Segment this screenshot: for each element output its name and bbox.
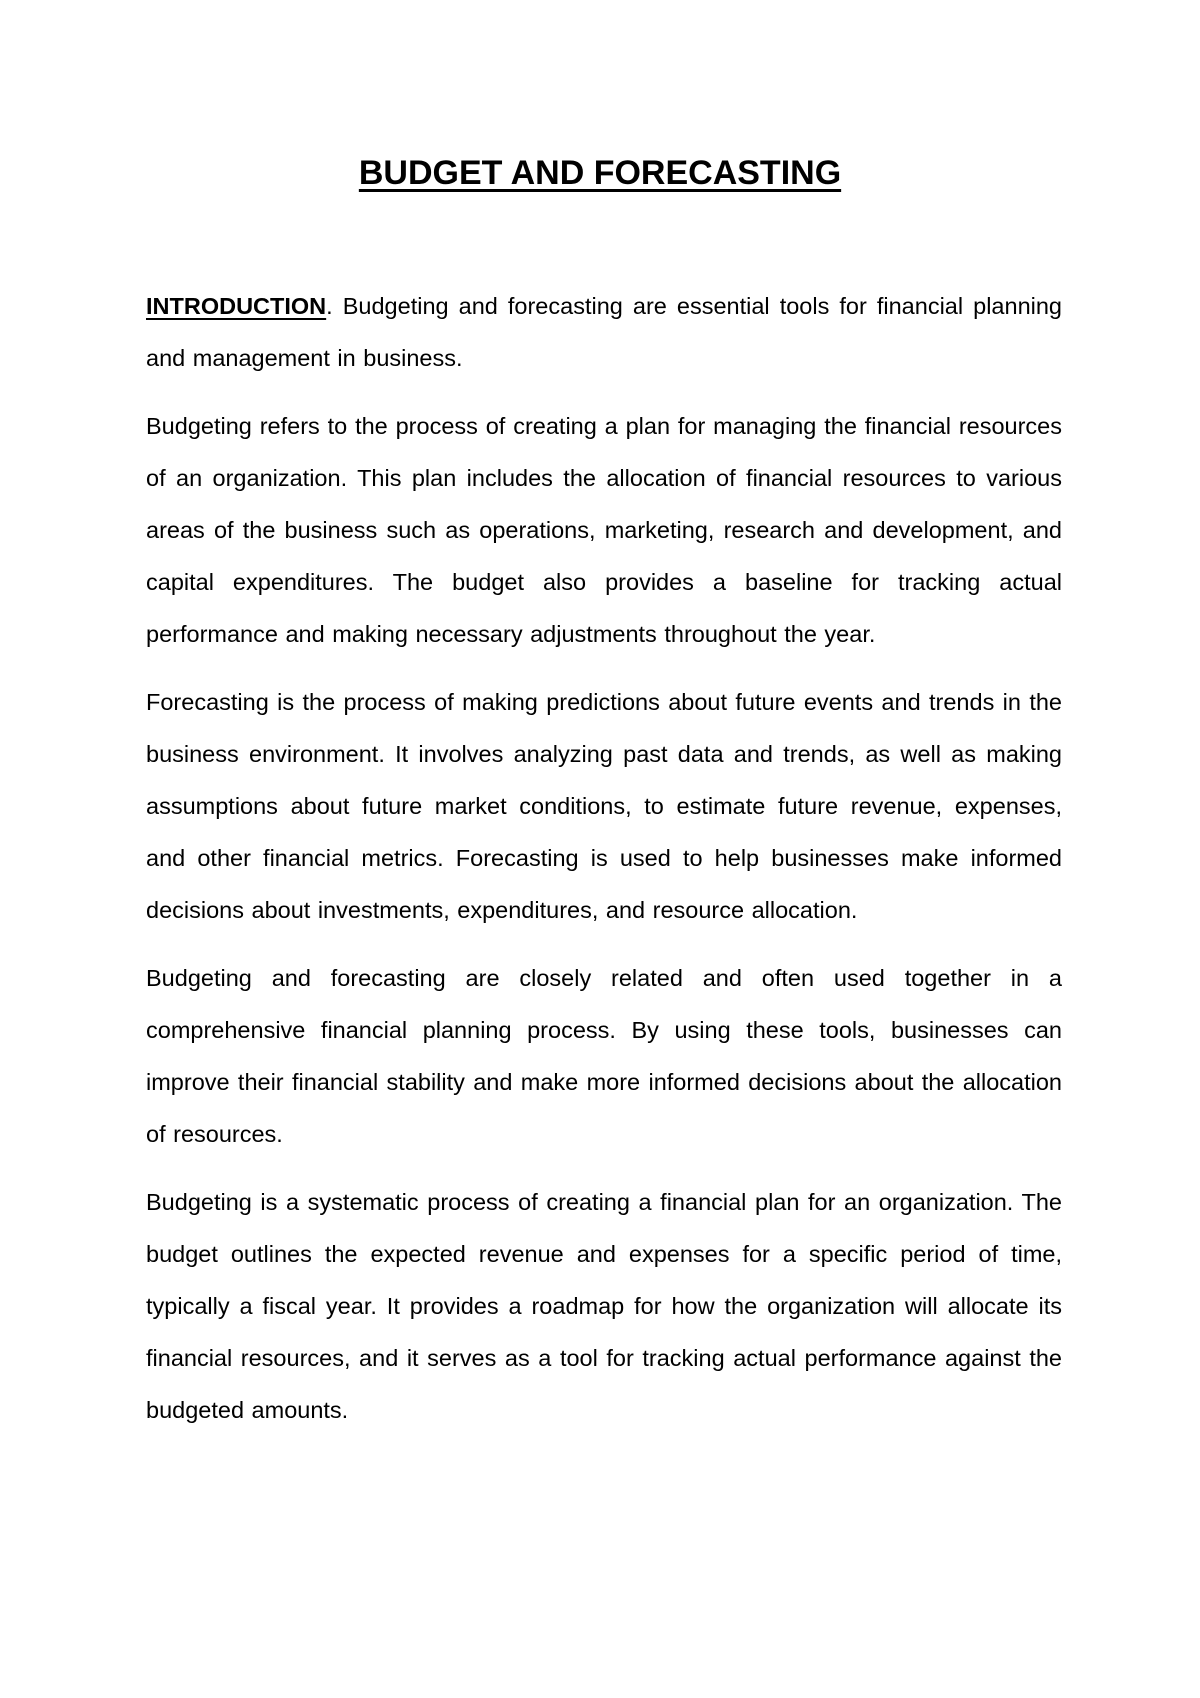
intro-text: . Budgeting and forecasting are essential tools for financial planning and management in business. xyxy=(146,293,1062,371)
paragraph-forecasting-definition: Forecasting is the process of making predictions about future events and trends in the business environment. It involves analyzing past data and trends, as well as making assumptions about future market conditions, to estimate future revenue, expenses, and other financial metrics. Forecasting is used to help businesses make informed decisions about investments, expenditures, and resource allocation. xyxy=(146,689,1062,923)
document-title: BUDGET AND FORECASTING xyxy=(358,154,842,192)
intro-heading: INTRODUCTION xyxy=(146,293,327,319)
paragraph-budgeting-process: Budgeting is a systematic process of creating a financial plan for an organization. The budget outlines the expected revenue and expenses for a specific period of time, typically a fiscal year. It provides a roadmap for how the organization will allocate its financial resources, and it serves as a tool for tracking actual performance against the budgeted amounts. xyxy=(146,1189,1062,1423)
intro-paragraph xyxy=(146,280,1062,384)
paragraph-relationship: Budgeting and forecasting are closely related and often used together in a comprehensive financial planning process. By using these tools, businesses can improve their financial stability and make more informed decisions about the allocation of resources. xyxy=(146,965,1062,1147)
paragraph-budgeting-definition: Budgeting refers to the process of creating a plan for managing the financial resources of an organization. This plan includes the allocation of financial resources to various areas of the business such as operations, marketing, research and development, and capital expenditures. The budget also provides a baseline for tracking actual performance and making necessary adjustments throughout the year. xyxy=(146,413,1062,647)
document-body xyxy=(146,280,1062,1452)
